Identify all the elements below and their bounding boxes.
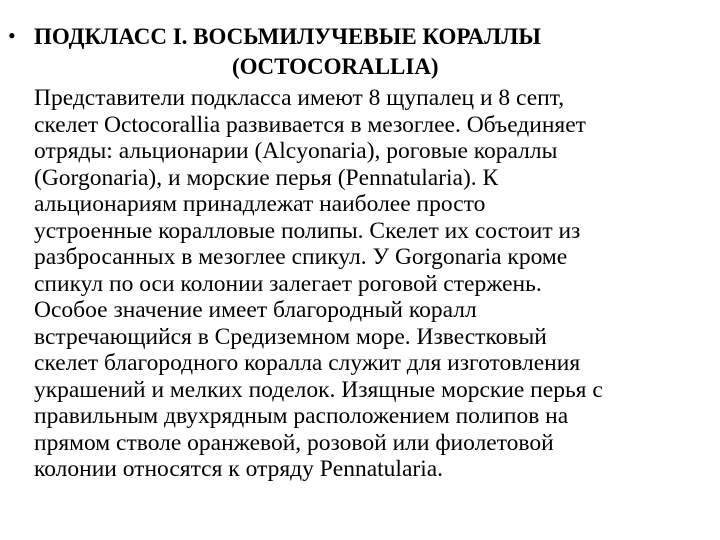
body-line: скелет благородного коралла служит для изготовления (34, 350, 581, 376)
body-line: Особое значение имеет благородный коралл (34, 297, 477, 323)
body-line: украшений и мелких поделок. Изящные морские перья с (34, 376, 603, 403)
bullet-point: • (8, 23, 16, 48)
body-line: прямом стволе оранжевой, розовой или фиолетовой (34, 429, 554, 456)
heading-line-1: ПОДКЛАСС I. ВОСЬМИЛУЧЕВЫЕ КОРАЛЛЫ (34, 24, 541, 49)
body-text (34, 85, 720, 483)
body-line: спикул по оси колонии залегает роговой стержень. (34, 270, 542, 297)
slide-heading (34, 22, 720, 82)
body-line: скелет Octocorallia развивается в мезоглее. Объединяет (34, 111, 586, 138)
body-line: колонии относятся к отряду Pennatularia. (34, 456, 444, 482)
slide-content (34, 22, 720, 483)
body-line: разбросанных в мезоглее спикул. У Gorgonaria кроме (34, 244, 568, 270)
body-line: Представители подкласса имеют 8 щупалец и 8 септ, (34, 85, 565, 111)
body-line: альционариям принадлежат наиболее просто (34, 191, 486, 217)
heading-line-2: (OCTOCORALLIA) (232, 54, 439, 79)
body-line: (Gorgonaria), и морские перья (Pennatularia). К (34, 164, 499, 191)
body-line: встречающийся в Средиземном море. Известковый (34, 323, 547, 350)
body-line: устроенные коралловые полипы. Скелет их состоит из (34, 217, 581, 244)
body-line: правильным двухрядным расположением полипов на (34, 403, 569, 429)
body-line: отряды: альционарии (Alcyonaria), роговые кораллы (34, 138, 558, 164)
